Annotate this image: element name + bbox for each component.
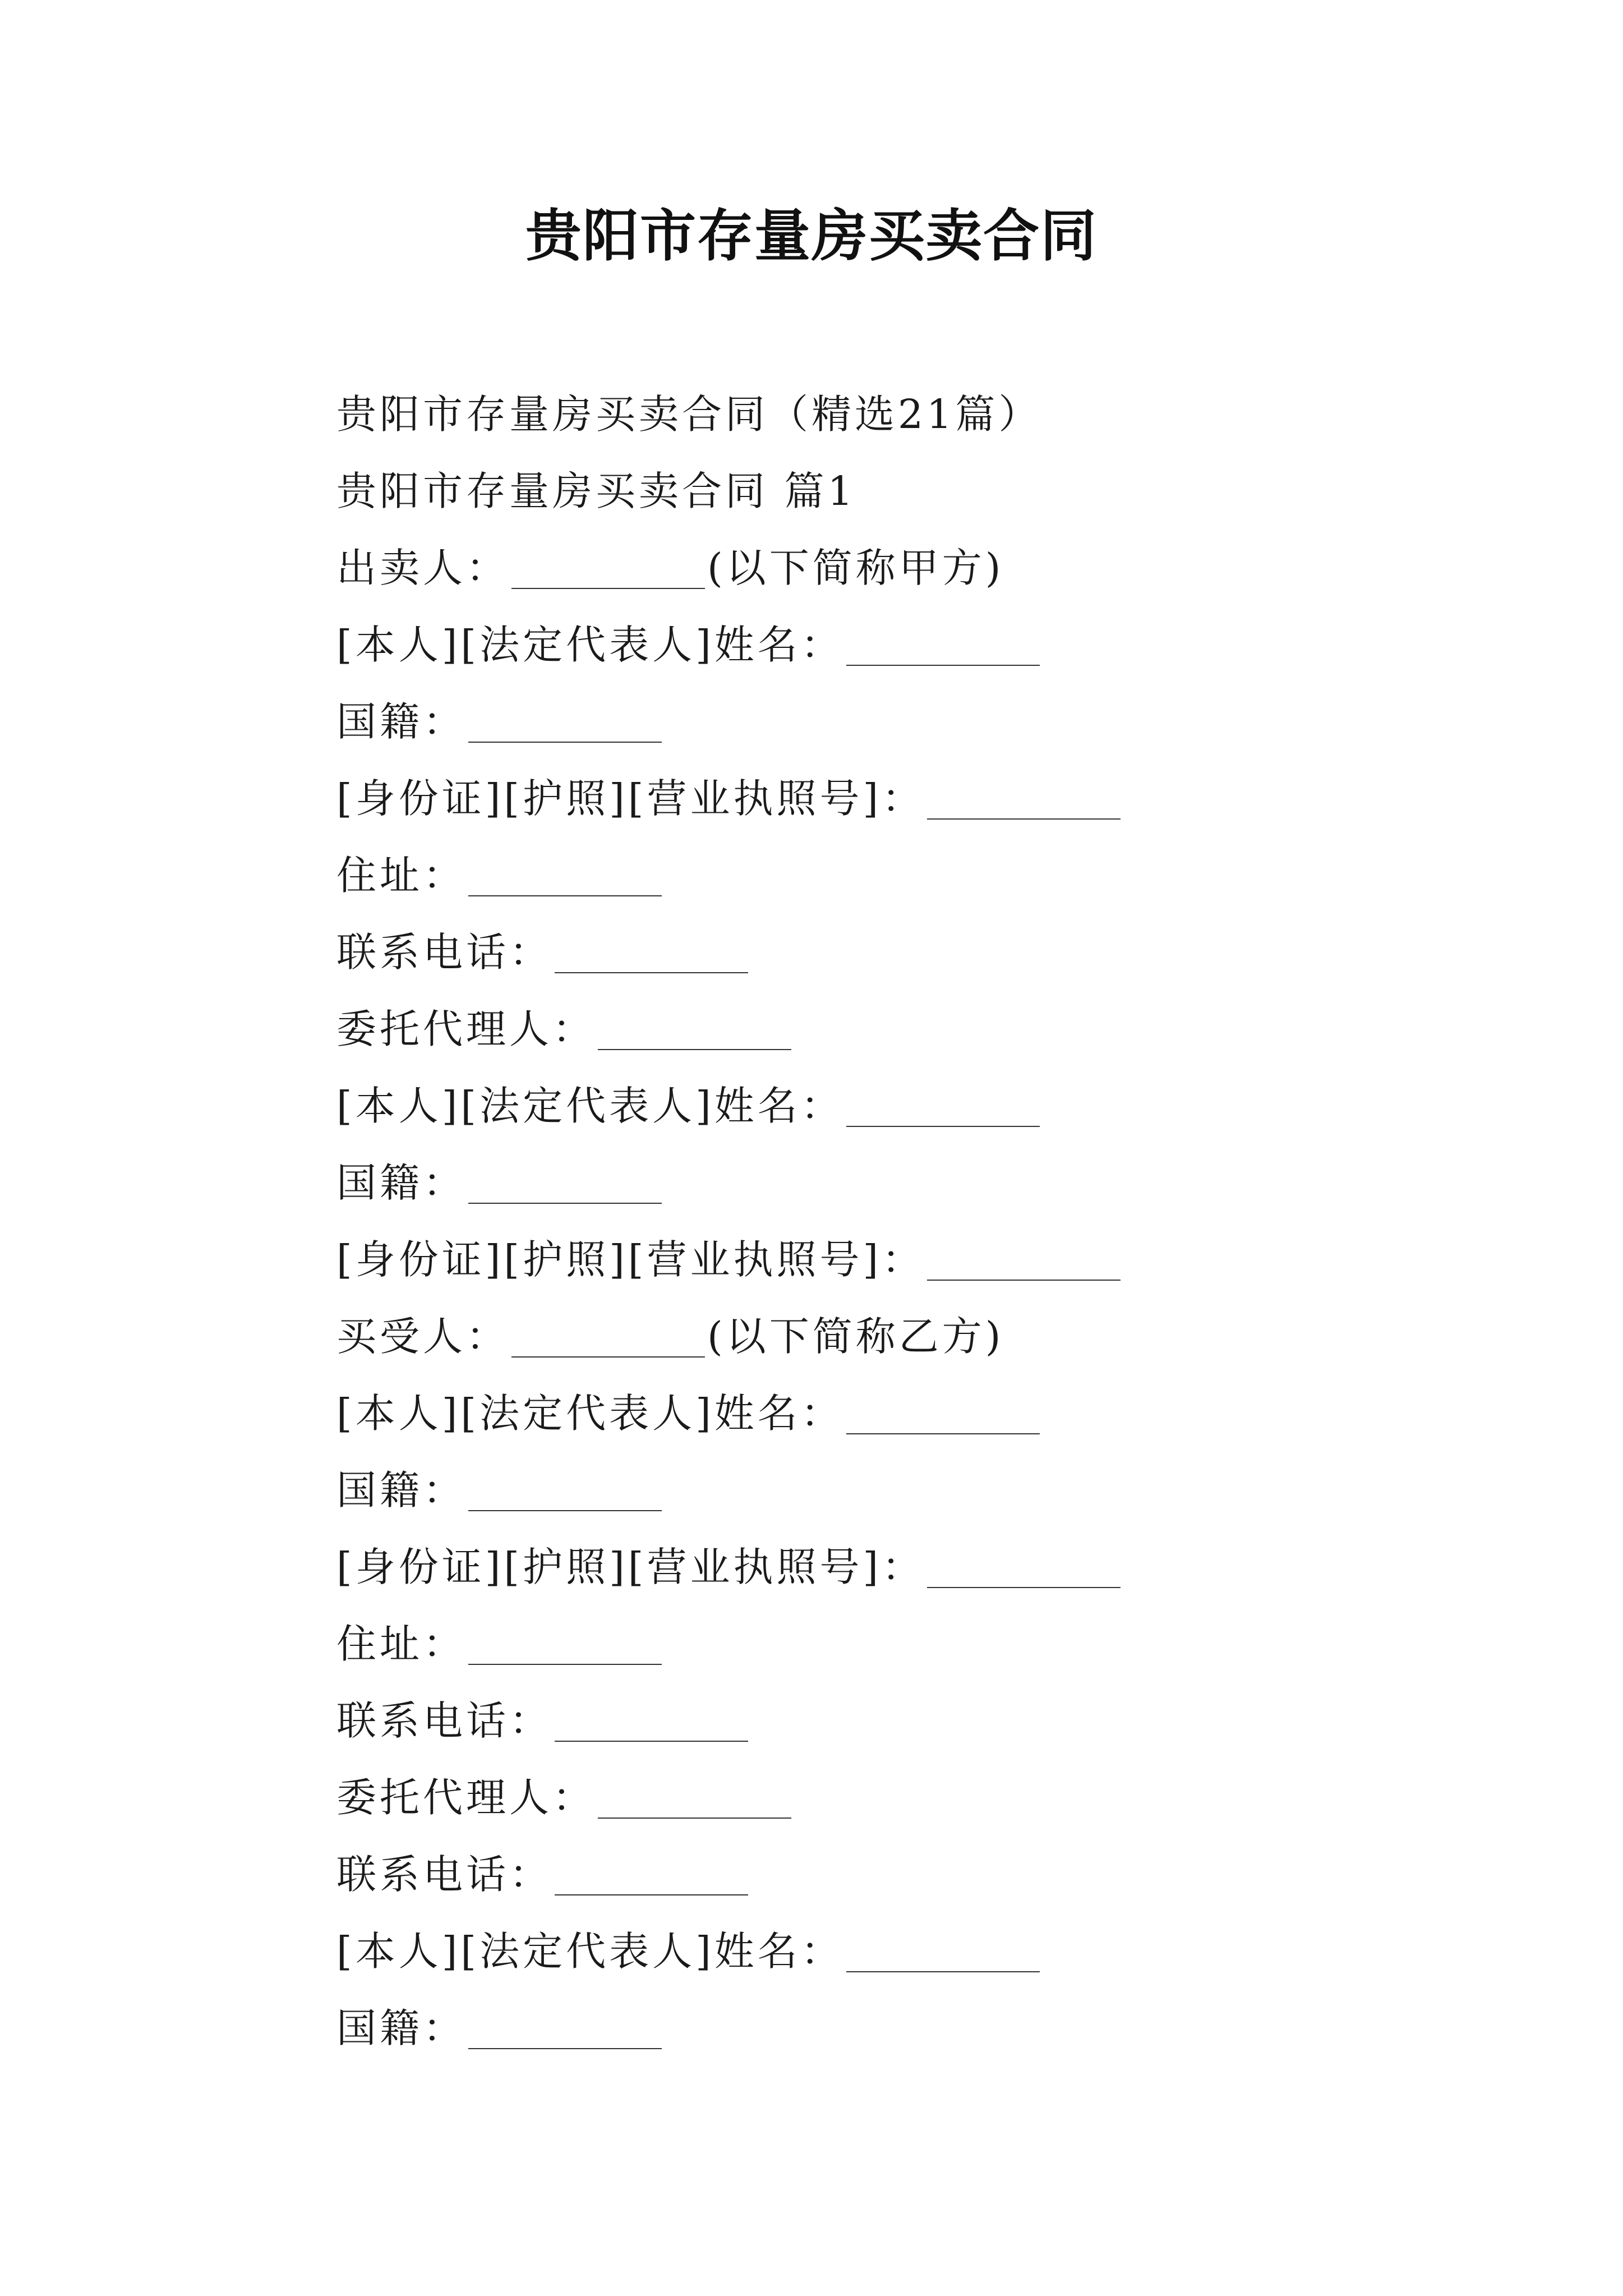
field-line-seller: [336, 530, 1514, 606]
field-suffix: (以下简称甲方): [707, 545, 1004, 591]
field-label: [本人][法定代表人]姓名：: [336, 622, 844, 668]
fill-in-blank[interactable]: [468, 1476, 662, 1511]
fill-in-blank[interactable]: [468, 1630, 662, 1665]
field-label: 国籍：: [336, 1159, 467, 1206]
fill-in-blank[interactable]: [468, 862, 662, 896]
fill-in-blank[interactable]: [511, 554, 705, 589]
field-label: 出卖人：: [336, 545, 510, 591]
fill-in-blank[interactable]: [846, 1938, 1040, 1972]
field-label: 联系电话：: [336, 929, 553, 976]
fill-in-blank[interactable]: [468, 1169, 662, 1204]
fill-in-blank[interactable]: [555, 938, 748, 973]
fill-in-blank[interactable]: [846, 631, 1040, 666]
field-line-buyer-agent-phone: [336, 1836, 1514, 1913]
field-label: [身份证][护照][营业执照号]：: [336, 1544, 925, 1590]
field-label: [身份证][护照][营业执照号]：: [336, 1236, 925, 1283]
field-line-buyer: [336, 1298, 1514, 1375]
field-label: 委托代理人：: [336, 1774, 596, 1821]
section-heading: 贵阳市存量房买卖合同 篇1: [336, 468, 856, 514]
document-body: [336, 376, 1514, 2067]
field-label: 委托代理人：: [336, 1006, 596, 1052]
field-label: [本人][法定代表人]姓名：: [336, 1083, 844, 1129]
fill-in-blank[interactable]: [555, 1707, 748, 1742]
field-line-seller-agent-nationality: [336, 1144, 1514, 1221]
field-label: 住址：: [336, 852, 467, 899]
field-line-seller-address: [336, 837, 1514, 914]
fill-in-blank[interactable]: [927, 1246, 1121, 1281]
field-label: [身份证][护照][营业执照号]：: [336, 775, 925, 822]
field-line-seller-name: [336, 606, 1514, 683]
fill-in-blank[interactable]: [927, 785, 1121, 820]
field-label: 联系电话：: [336, 1697, 553, 1744]
field-label: [本人][法定代表人]姓名：: [336, 1928, 844, 1975]
field-label: 联系电话：: [336, 1851, 553, 1898]
fill-in-blank[interactable]: [927, 1553, 1121, 1588]
fill-in-blank[interactable]: [598, 1015, 791, 1050]
fill-in-blank[interactable]: [598, 1784, 791, 1819]
field-line-buyer-agent-name: [336, 1913, 1514, 1990]
field-line-seller-phone: [336, 914, 1514, 991]
field-line-buyer-address: [336, 1605, 1514, 1682]
field-line-seller-nationality: [336, 683, 1514, 760]
field-line-buyer-nationality: [336, 1452, 1514, 1529]
field-line-buyer-id: [336, 1529, 1514, 1605]
fill-in-blank[interactable]: [468, 708, 662, 743]
field-label: [本人][法定代表人]姓名：: [336, 1390, 844, 1437]
field-line-buyer-phone: [336, 1682, 1514, 1759]
field-line-seller-agent-name: [336, 1068, 1514, 1144]
field-label: 国籍：: [336, 2005, 467, 2051]
field-label: 国籍：: [336, 698, 467, 745]
field-label: 住址：: [336, 1621, 467, 1667]
field-line-seller-agent: [336, 991, 1514, 1068]
fill-in-blank[interactable]: [468, 2014, 662, 2049]
fill-in-blank[interactable]: [846, 1092, 1040, 1127]
field-label: 买受人：: [336, 1313, 510, 1360]
field-line-buyer-agent-nationality: [336, 1990, 1514, 2067]
fill-in-blank[interactable]: [511, 1323, 705, 1358]
field-line-seller-agent-id: [336, 1221, 1514, 1298]
field-line-buyer-name: [336, 1375, 1514, 1452]
fill-in-blank[interactable]: [555, 1861, 748, 1895]
field-suffix: (以下简称乙方): [707, 1313, 1004, 1360]
document-title: 贵阳市存量房买卖合同: [525, 203, 1098, 269]
document-subtitle: 贵阳市存量房买卖合同（精选21篇）: [336, 391, 1042, 438]
field-label: 国籍：: [336, 1467, 467, 1513]
field-line-buyer-agent: [336, 1759, 1514, 1836]
fill-in-blank[interactable]: [846, 1400, 1040, 1434]
field-line-seller-id: [336, 760, 1514, 837]
